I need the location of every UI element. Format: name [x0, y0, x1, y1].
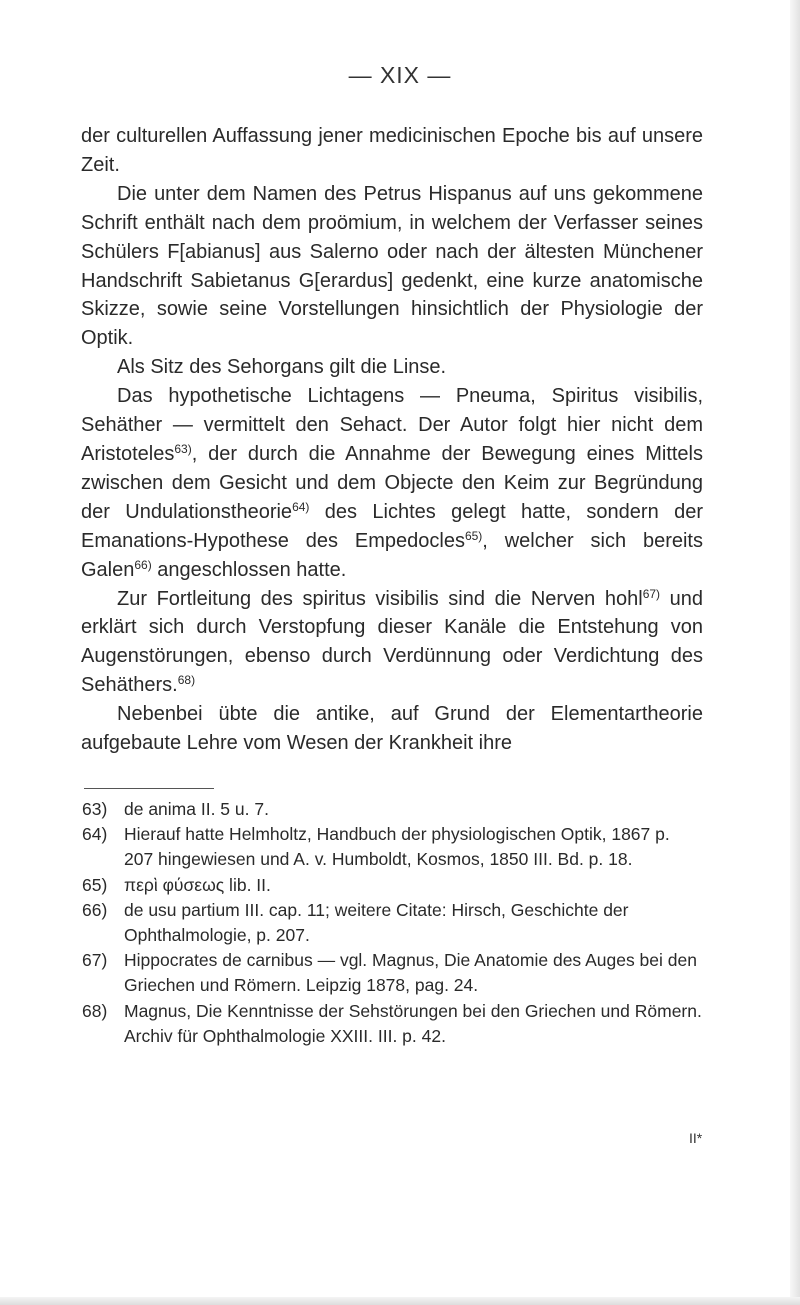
footnote-ref: 65): [464, 528, 483, 543]
footnote-text: Hierauf hatte Helmholtz, Handbuch der physiologischen Optik, 1867 p. 207 hingewiesen und A. v. Humboldt, Kosmos, 1850 III. Bd. p. 18.: [124, 824, 670, 870]
paragraph: [81, 700, 703, 758]
text-segment: des Lichtes gelegt hatte, sondern der Emanations-Hypothese des Empedocles: [81, 500, 703, 552]
text-segment: , der durch die Annahme der Bewegung eines Mittels zwischen dem Gesicht und dem Objecte den Keim zur Begründung der Undulationstheorie: [81, 442, 703, 523]
paragraph: [81, 585, 703, 701]
footnote: [82, 898, 702, 948]
footnote-text: de anima II. 5 u. 7.: [124, 799, 269, 819]
footnote: [82, 797, 702, 822]
footnote-ref: 66): [134, 557, 152, 572]
footnote-ref: 68): [177, 673, 196, 688]
footnote-text: Magnus, Die Kenntnisse der Sehstörungen bei den Griechen und Römern. Archiv für Ophthalmologie XXIII. III. p. 42.: [124, 1000, 702, 1046]
page-header: — XIX —: [348, 62, 452, 88]
paragraph: [81, 122, 703, 180]
text-segment: und erklärt sich durch Verstopfung dieser Kanäle die Entstehung von Augenstörungen, ebenso durch Verdünnung oder Verdichtung des Sehäthers.: [81, 587, 703, 697]
footnote-text: de usu partium III. cap. 11; weitere Citate: Hirsch, Geschichte der Ophthalmologie, p. 207.: [124, 899, 629, 946]
page-edge-right: [790, 0, 800, 1305]
text-segment: , welcher sich bereits Galen: [81, 529, 703, 581]
paragraph: [81, 180, 703, 353]
footnote-ref: 64): [292, 499, 310, 514]
text-segment: Als Sitz des Sehorgans gilt die Linse.: [117, 356, 447, 379]
footnote: [82, 948, 702, 998]
footnote: [82, 873, 702, 898]
footnote-number: 66): [82, 899, 108, 920]
footnote-ref: 63): [174, 441, 192, 456]
signature-mark: II*: [689, 1130, 703, 1146]
text-segment: Das hypothetische Lichtagens — Pneuma, Spiritus visibilis, Sehäther — vermittelt den Sehact. Der Autor folgt hier nicht dem Aristoteles: [81, 385, 703, 465]
text-segment: angeschlossen hatte.: [151, 558, 347, 581]
text-segment: Die unter dem Namen des Petrus Hispanus auf uns gekommene Schrift enthält nach dem proömium, in welchem der Verfasser seines Schülers F[abianus] aus Salerno oder nach der ältesten Münchener Handschrift Sabietanus G[erardus] gedenkt, eine kurze anatomische Skizze, sowie seine Vorstellungen hinsichtlich der Physiologie der Optik.: [81, 182, 703, 350]
footnote: [82, 999, 702, 1049]
paragraph: [81, 382, 703, 584]
footnote-divider: [84, 788, 214, 789]
footnote-number: 63): [82, 799, 108, 819]
footnote-ref: 67): [642, 586, 661, 601]
footnote-number: 68): [82, 1000, 108, 1021]
text-segment: Zur Fortleitung des spiritus visibilis sind die Nerven hohl: [117, 587, 643, 610]
text-segment: der culturellen Auffassung jener medicinischen Epoche bis auf unsere Zeit.: [81, 125, 703, 176]
footnote-text: Hippocrates de carnibus — vgl. Magnus, Die Anatomie des Auges bei den Griechen und Römern. Leipzig 1878, pag. 24.: [124, 950, 697, 996]
footnotes: [82, 797, 702, 1049]
footnote-text: περὶ φύσεως lib. II.: [124, 874, 271, 895]
footnote: [82, 822, 702, 872]
page-edge-bottom: [0, 1297, 800, 1305]
footnote-number: 64): [82, 824, 108, 845]
text-segment: Nebenbei übte die antike, auf Grund der Elementartheorie aufgebaute Lehre vom Wesen der Krankheit ihre: [81, 703, 703, 755]
footnote-number: 67): [82, 950, 108, 971]
footnote-number: 65): [82, 874, 108, 895]
body-text: [81, 122, 703, 758]
paragraph: [81, 353, 703, 382]
